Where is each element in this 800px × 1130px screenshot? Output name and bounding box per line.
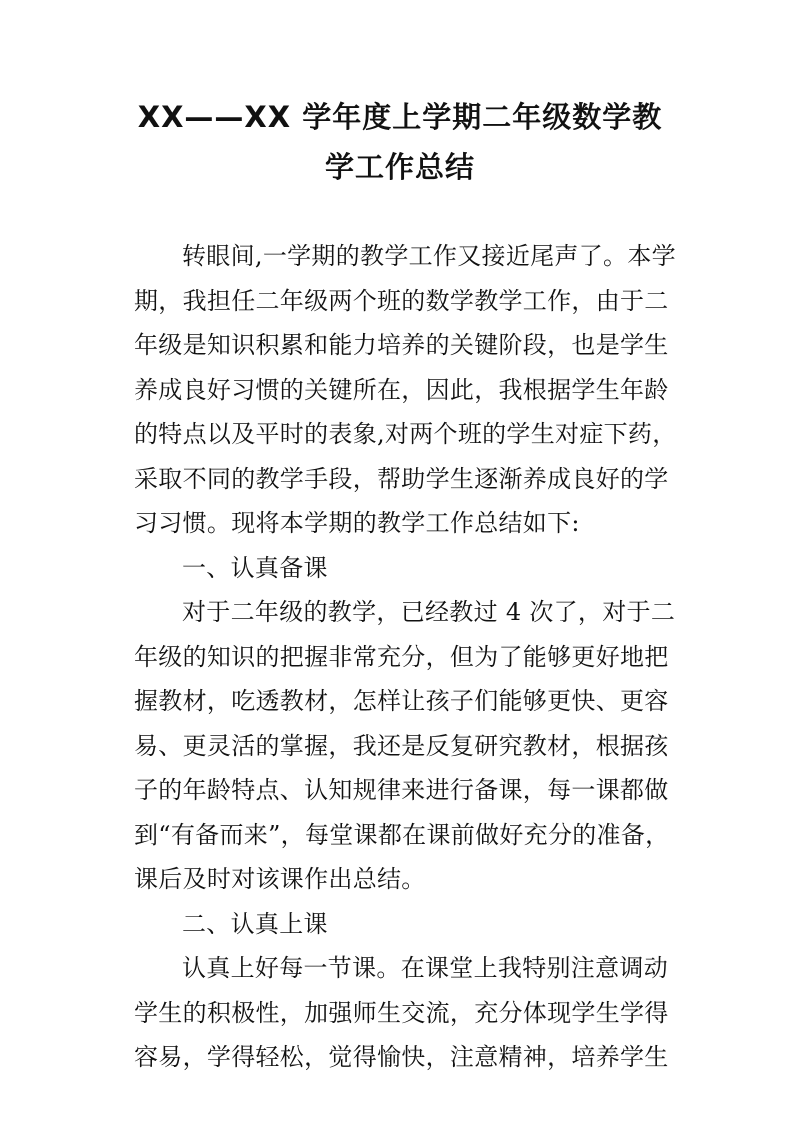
- body-text-line: 年级是知识积累和能力培养的关键阶段，也是学生: [134, 331, 669, 359]
- document-title: [120, 92, 680, 192]
- body-text-line: 年级的知识的把握非常充分，但为了能够更好地把: [134, 642, 669, 671]
- body-text-line: 二、认真上课: [182, 909, 328, 938]
- body-text-line: 学生的积极性，加强师生交流，充分体现学生学得: [134, 998, 669, 1027]
- body-text-line: 习习惯。现将本学期的教学工作总结如下:: [134, 509, 580, 537]
- body-text-line: 的特点以及平时的表象,对两个班的学生对症下药，: [134, 420, 677, 448]
- body-text-line: 到“有备而来”，每堂课都在课前做好充分的准备，: [134, 820, 670, 849]
- body-text-line: 一、认真备课: [182, 553, 328, 582]
- title-line: 学工作总结: [324, 150, 475, 184]
- body-text-line: 采取不同的教学手段，帮助学生逐渐养成良好的学: [134, 464, 669, 493]
- body-text-line: 易、更灵活的掌握，我还是反复研究教材，根据孩: [134, 731, 669, 760]
- document-body: [134, 234, 677, 1080]
- body-text-line: 转眼间,一学期的教学工作又接近尾声了。本学: [182, 242, 676, 270]
- body-text-line: 握教材，吃透教材，怎样让孩子们能够更快、更容: [134, 687, 669, 715]
- body-text-line: 养成良好习惯的关键所在，因此，我根据学生年龄: [134, 375, 669, 404]
- body-text-line: 对于二年级的教学，已经教过 4 次了，对于二: [182, 598, 676, 626]
- body-text-line: 认真上好每一节课。在课堂上我特别注意调动: [182, 954, 668, 982]
- body-text-line: 容易，学得轻松，觉得愉快，注意精神，培养学生: [134, 1043, 669, 1071]
- body-text-line: 期，我担任二年级两个班的数学教学工作，由于二: [134, 286, 669, 315]
- body-text-line: 子的年龄特点、认知规律来进行备课，每一课都做: [134, 776, 669, 804]
- body-text-line: 课后及时对该课作出总结。: [134, 865, 426, 893]
- title-line: XX——XX 学年度上学期二年级数学教: [137, 100, 663, 134]
